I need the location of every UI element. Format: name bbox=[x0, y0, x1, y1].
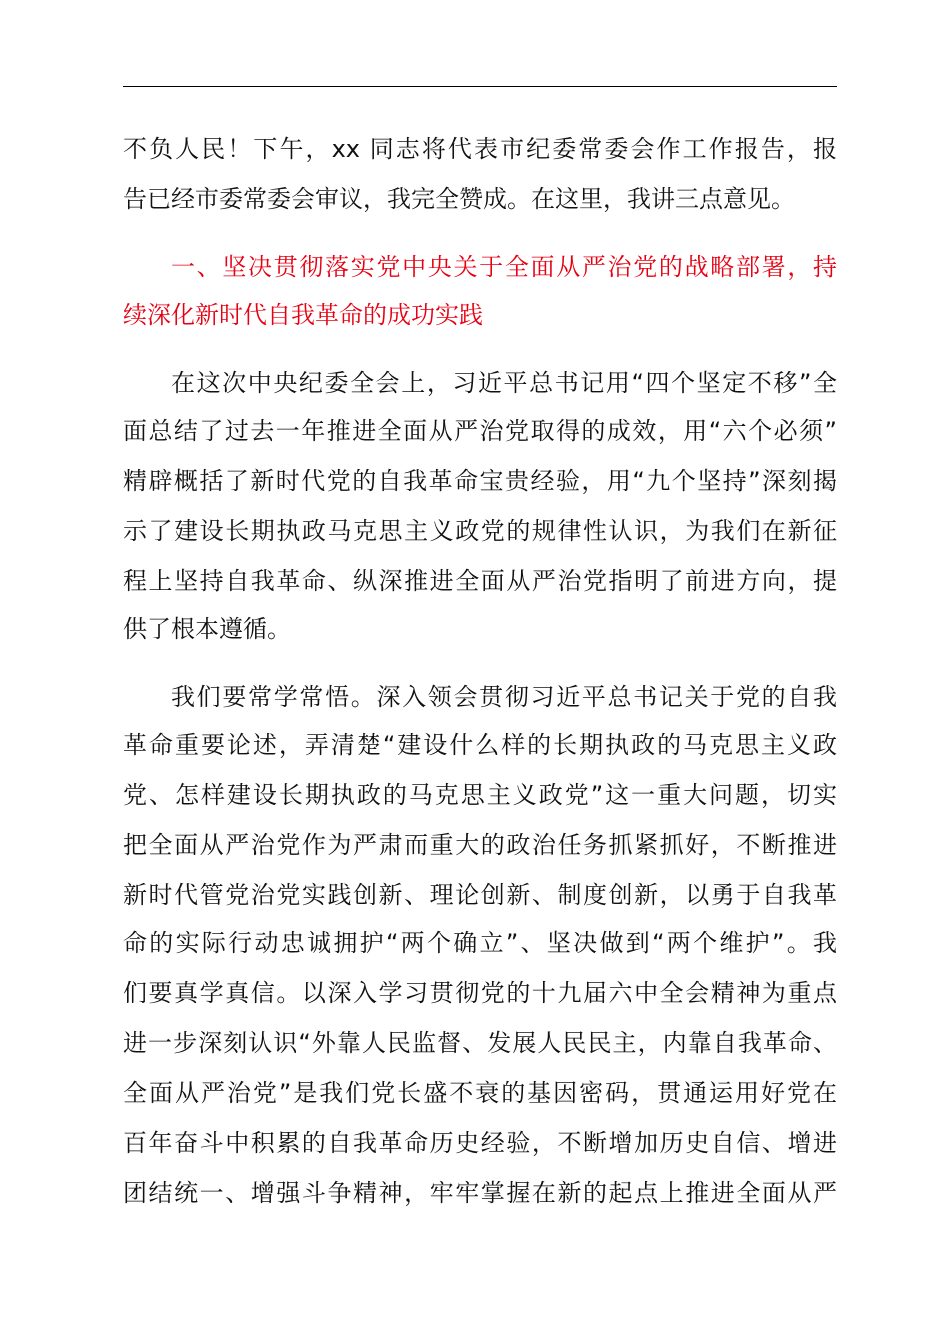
paragraph-2-line-7: 们要真学真信。以深入学习贯彻党的十九届六中全会精神为重点 bbox=[123, 979, 837, 1007]
paragraph-2-line-10: 百年奋斗中积累的自我革命历史经验，不断增加历史自信、增进 bbox=[123, 1129, 837, 1157]
paragraph-2-line-2: 革命重要论述，弄清楚“建设什么样的长期执政的马克思主义政 bbox=[123, 731, 837, 759]
paragraph-1-line-2: 面总结了过去一年推进全面从严治党取得的成效，用“六个必须” bbox=[123, 417, 837, 445]
paragraph-1-line-4: 示了建设长期执政马克思主义政党的规律性认识，为我们在新征 bbox=[123, 517, 837, 545]
paragraph-2-line-8: 进一步深刻认识“外靠人民监督、发展人民民主，内靠自我革命、 bbox=[123, 1029, 837, 1057]
paragraph-1-line-5: 程上坚持自我革命、纵深推进全面从严治党指明了前进方向，提 bbox=[123, 567, 837, 595]
paragraph-2-line-5: 新时代管党治党实践创新、理论创新、制度创新，以勇于自我革 bbox=[123, 881, 837, 909]
paragraph-1-line-3: 精辟概括了新时代党的自我革命宝贵经验，用“九个坚持”深刻揭 bbox=[123, 467, 837, 495]
paragraph-2-line-6: 命的实际行动忠诚拥护“两个确立”、坚决做到“两个维护”。我 bbox=[123, 929, 837, 957]
paragraph-2-line-4: 把全面从严治党作为严肃而重大的政治任务抓紧抓好，不断推进 bbox=[123, 831, 837, 859]
paragraph-2-line-1: 我们要常学常悟。深入领会贯彻习近平总书记关于党的自我 bbox=[171, 683, 837, 711]
paragraph-2-line-9: 全面从严治党”是我们党长盛不衰的基因密码，贯通运用好党在 bbox=[123, 1079, 837, 1107]
intro-line-2: 告已经市委常委会审议，我完全赞成。在这里，我讲三点意见。 bbox=[123, 185, 795, 213]
intro-line-1: 不负人民！下午，xx 同志将代表市纪委常委会作工作报告，报 bbox=[123, 135, 837, 163]
section-heading-line-2: 续深化新时代自我革命的成功实践 bbox=[123, 301, 483, 329]
section-heading-line-1: 一、坚决贯彻落实党中央关于全面从严治党的战略部署，持 bbox=[171, 253, 837, 281]
paragraph-2-line-11: 团结统一、增强斗争精神，牢牢掌握在新的起点上推进全面从严 bbox=[123, 1179, 837, 1207]
paragraph-2-line-3: 党、怎样建设长期执政的马克思主义政党”这一重大问题，切实 bbox=[123, 781, 837, 809]
paragraph-1-line-1: 在这次中央纪委全会上，习近平总书记用“四个坚定不移”全 bbox=[171, 369, 837, 397]
header-rule bbox=[123, 86, 837, 87]
paragraph-1-line-6: 供了根本遵循。 bbox=[123, 615, 291, 643]
